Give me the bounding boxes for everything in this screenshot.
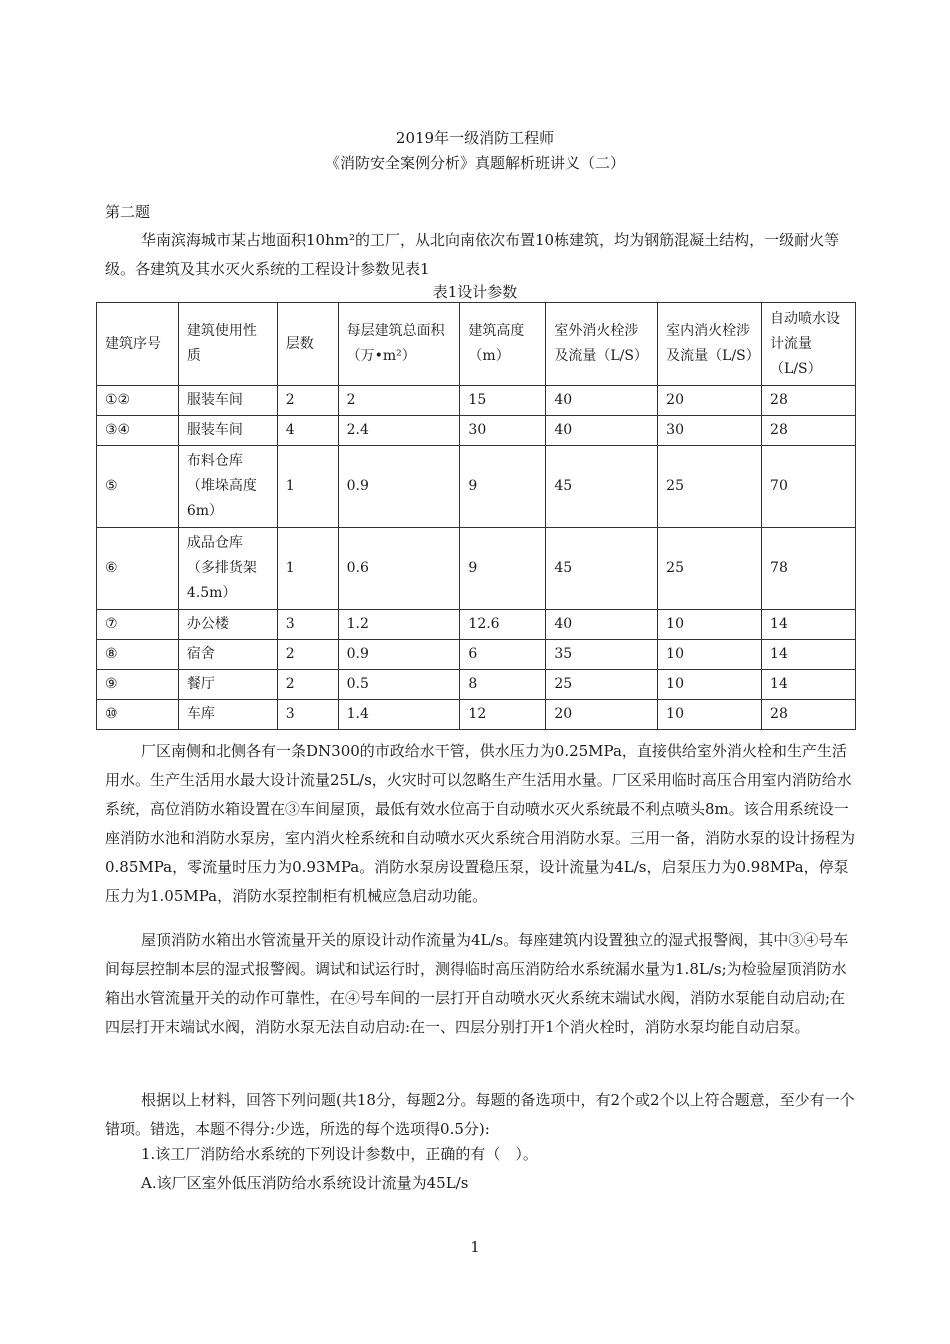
cell-height: 30	[460, 416, 546, 446]
cell-floors: 2	[277, 386, 338, 416]
header-floors: 层数	[277, 303, 338, 386]
cell-sprinkler-flow: 28	[762, 416, 856, 446]
question-1: 1.该工厂消防给水系统的下列设计参数中，正确的有（ ）。	[141, 1145, 538, 1163]
cell-building-no: ⑦	[97, 610, 179, 640]
cell-floors: 2	[277, 670, 338, 700]
cell-outdoor-flow: 25	[546, 670, 658, 700]
cell-sprinkler-flow: 28	[762, 700, 856, 730]
cell-floor-area: 0.9	[338, 640, 460, 670]
document-title-line1: 2019年一级消防工程师	[395, 129, 555, 147]
cell-building-no: ⑥	[97, 528, 179, 610]
cell-outdoor-flow: 20	[546, 700, 658, 730]
cell-sprinkler-flow: 28	[762, 386, 856, 416]
table-row	[97, 386, 856, 416]
design-parameters-table	[96, 302, 856, 730]
cell-outdoor-flow: 40	[546, 386, 658, 416]
cell-indoor-flow: 10	[658, 700, 762, 730]
cell-floors: 3	[277, 700, 338, 730]
page-number: 1	[470, 1238, 480, 1256]
header-outdoor-hydrant-flow: 室外消火栓涉及流量（L/S）	[546, 303, 658, 386]
question-heading: 第二题	[105, 203, 151, 221]
table-row	[97, 610, 856, 640]
cell-height: 9	[460, 528, 546, 610]
cell-indoor-flow: 10	[658, 640, 762, 670]
cell-indoor-flow: 25	[658, 446, 762, 528]
cell-sprinkler-flow: 14	[762, 640, 856, 670]
header-usage: 建筑使用性质	[178, 303, 277, 386]
cell-usage: 服装车间	[178, 386, 277, 416]
cell-outdoor-flow: 45	[546, 528, 658, 610]
cell-usage: 布料仓库（堆垛高度6m）	[178, 446, 277, 528]
cell-height: 12	[460, 700, 546, 730]
cell-floors: 3	[277, 610, 338, 640]
cell-floors: 1	[277, 446, 338, 528]
cell-indoor-flow: 20	[658, 386, 762, 416]
cell-usage: 宿舍	[178, 640, 277, 670]
header-height: 建筑高度（m）	[460, 303, 546, 386]
table-row	[97, 670, 856, 700]
cell-height: 15	[460, 386, 546, 416]
cell-outdoor-flow: 35	[546, 640, 658, 670]
cell-usage: 办公楼	[178, 610, 277, 640]
cell-height: 8	[460, 670, 546, 700]
cell-building-no: ⑧	[97, 640, 179, 670]
intro-paragraph: 华南滨海城市某占地面积10hm²的工厂，从北向南依次布置10栋建筑，均为钢筋混凝土结构，一级耐火等级。各建筑及其水灭火系统的工程设计参数见表1	[105, 231, 840, 278]
table-row	[97, 700, 856, 730]
cell-floors: 2	[277, 640, 338, 670]
header-building-no: 建筑序号	[97, 303, 179, 386]
document-title-line2: 《消防安全案例分析》真题解析班讲义（二）	[324, 154, 625, 172]
paragraph-roof-tank: 屋顶消防水箱出水管流量开关的原设计动作流量为4L/s。每座建筑内设置独立的湿式报警阀，其中③④号车间每层控制本层的湿式报警阀。调试和试运行时，测得临时高压消防给水系统漏水量为1.8L/s;为检验屋顶消防水箱出水管流量开关的动作可靠性，在④号车间的一层打开自动喷水灭火系统末端试水阀，消防水泵能自动启动;在四层打开末端试水阀，消防水泵无法自动启动:在一、四层分别打开1个消火栓时，消防水泵均能自动启泵。	[105, 931, 849, 1036]
cell-floor-area: 0.6	[338, 528, 460, 610]
cell-indoor-flow: 30	[658, 416, 762, 446]
cell-sprinkler-flow: 14	[762, 610, 856, 640]
cell-floor-area: 0.9	[338, 446, 460, 528]
cell-building-no: ①②	[97, 386, 179, 416]
cell-floor-area: 2	[338, 386, 460, 416]
cell-outdoor-flow: 45	[546, 446, 658, 528]
cell-floor-area: 0.5	[338, 670, 460, 700]
cell-usage: 餐厅	[178, 670, 277, 700]
paragraph-water-supply: 厂区南侧和北侧各有一条DN300的市政给水干管，供水压力为0.25MPa，直接供给室外消火栓和生产生活用水。生产生活用水最大设计流量25L/s，火灾时可以忽略生产生活用水量。厂区采用临时高压合用室内消防给水系统，高位消防水箱设置在③车间屋顶，最低有效水位高于自动喷水灭火系统最不利点喷头8m。该合用系统设一座消防水池和消防水泵房，室内消火栓系统和自动喷水灭火系统合用消防水泵。三用一备，消防水泵的设计扬程为0.85MPa，零流量时压力为0.93MPa。消防水泵房设置稳压泵，设计流量为4L/s，启泵压力为0.98MPa，停泵压力为1.05MPa，消防水泵控制柜有机械应急启动功能。	[105, 742, 856, 905]
table-row	[97, 416, 856, 446]
cell-height: 12.6	[460, 610, 546, 640]
cell-height: 6	[460, 640, 546, 670]
table-caption: 表1设计参数	[432, 283, 518, 301]
cell-floor-area: 2.4	[338, 416, 460, 446]
question-1-option-a: A.该厂区室外低压消防给水系统设计流量为45L/s	[141, 1174, 469, 1192]
cell-building-no: ⑤	[97, 446, 179, 528]
header-sprinkler-flow: 自动喷水设计流量（L/S）	[762, 303, 856, 386]
table-row	[97, 446, 856, 528]
cell-floors: 1	[277, 528, 338, 610]
cell-floor-area: 1.4	[338, 700, 460, 730]
table-row	[97, 528, 856, 610]
cell-building-no: ⑩	[97, 700, 179, 730]
table-header-row	[97, 303, 856, 386]
cell-sprinkler-flow: 78	[762, 528, 856, 610]
cell-sprinkler-flow: 14	[762, 670, 856, 700]
cell-outdoor-flow: 40	[546, 610, 658, 640]
cell-floor-area: 1.2	[338, 610, 460, 640]
cell-building-no: ③④	[97, 416, 179, 446]
cell-outdoor-flow: 40	[546, 416, 658, 446]
cell-usage: 成品仓库（多排货架4.5m）	[178, 528, 277, 610]
cell-indoor-flow: 25	[658, 528, 762, 610]
cell-usage: 服装车间	[178, 416, 277, 446]
cell-usage: 车库	[178, 700, 277, 730]
cell-indoor-flow: 10	[658, 610, 762, 640]
table-row	[97, 640, 856, 670]
header-floor-area: 每层建筑总面积（万•m²）	[338, 303, 460, 386]
cell-height: 9	[460, 446, 546, 528]
cell-floors: 4	[277, 416, 338, 446]
cell-building-no: ⑨	[97, 670, 179, 700]
cell-indoor-flow: 10	[658, 670, 762, 700]
cell-sprinkler-flow: 70	[762, 446, 856, 528]
header-indoor-hydrant-flow: 室内消火栓涉及流量（L/S）	[658, 303, 762, 386]
paragraph-instructions: 根据以上材料，回答下列问题(共18分，每题2分。每题的备选项中，有2个或2个以上符合题意，至少有一个错项。错选，本题不得分:少选，所选的每个选项得0.5分):	[105, 1091, 855, 1138]
